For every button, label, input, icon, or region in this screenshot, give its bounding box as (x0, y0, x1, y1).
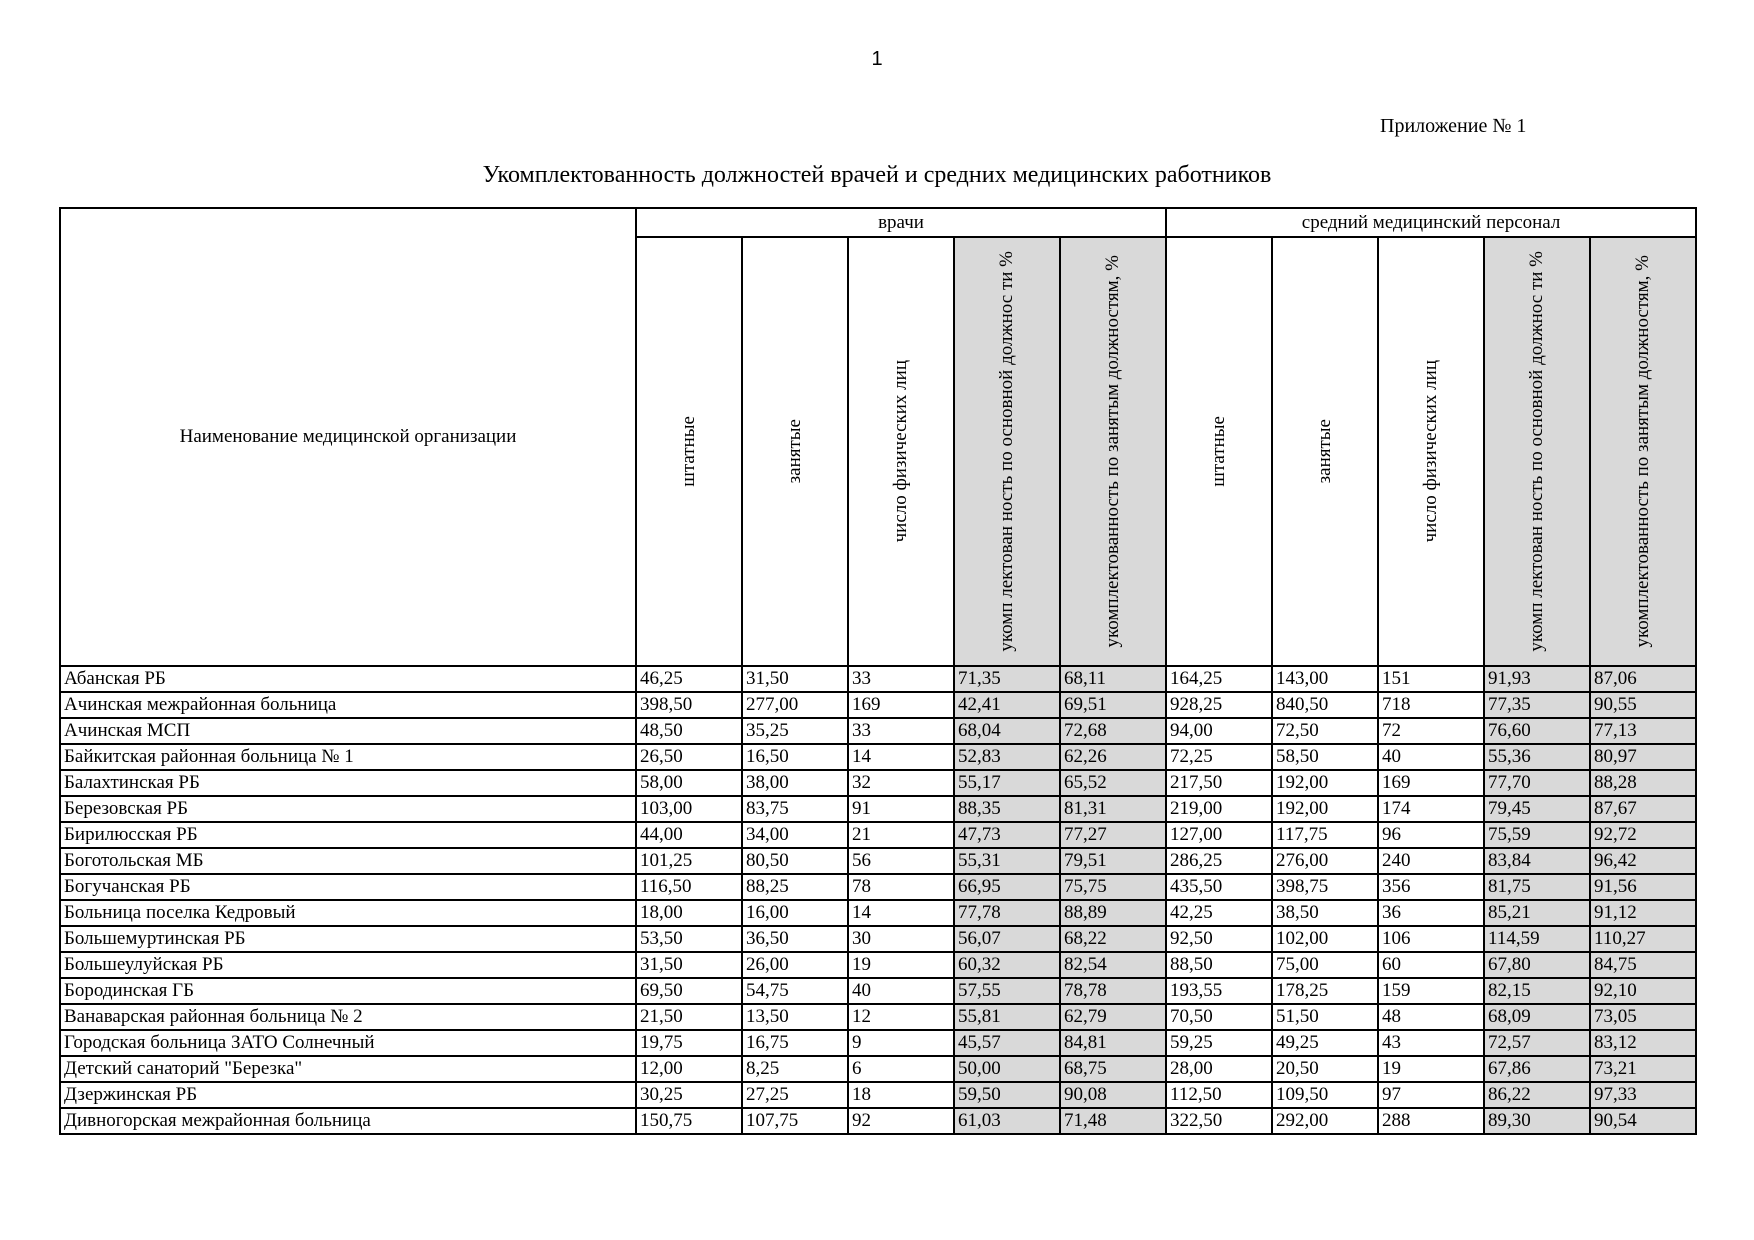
value-cell: 81,75 (1484, 874, 1590, 900)
value-cell: 109,50 (1272, 1082, 1378, 1108)
value-cell: 68,22 (1060, 926, 1166, 952)
value-cell: 52,83 (954, 744, 1060, 770)
value-cell: 73,05 (1590, 1004, 1696, 1030)
value-cell: 928,25 (1166, 692, 1272, 718)
value-cell: 178,25 (1272, 978, 1378, 1004)
value-cell: 59,25 (1166, 1030, 1272, 1056)
value-cell: 89,30 (1484, 1108, 1590, 1134)
value-cell: 88,35 (954, 796, 1060, 822)
table-row (60, 666, 1696, 692)
value-cell: 106 (1378, 926, 1484, 952)
value-cell: 82,54 (1060, 952, 1166, 978)
org-name-cell: Байкитская районная больница № 1 (60, 744, 636, 770)
value-cell: 83,12 (1590, 1030, 1696, 1056)
value-cell: 87,06 (1590, 666, 1696, 692)
column-header-doctors-staffing-main-pct (954, 237, 1060, 666)
value-cell: 33 (848, 666, 954, 692)
value-cell: 92,50 (1166, 926, 1272, 952)
value-cell: 88,28 (1590, 770, 1696, 796)
value-cell: 322,50 (1166, 1108, 1272, 1134)
value-cell: 114,59 (1484, 926, 1590, 952)
value-cell: 159 (1378, 978, 1484, 1004)
value-cell: 30,25 (636, 1082, 742, 1108)
value-cell: 47,73 (954, 822, 1060, 848)
value-cell: 77,78 (954, 900, 1060, 926)
value-cell: 57,55 (954, 978, 1060, 1004)
value-cell: 88,25 (742, 874, 848, 900)
value-cell: 192,00 (1272, 770, 1378, 796)
value-cell: 91 (848, 796, 954, 822)
column-header-label: укомплектованность по занятым должностям, % (1102, 255, 1124, 648)
value-cell: 48 (1378, 1004, 1484, 1030)
value-cell: 82,15 (1484, 978, 1590, 1004)
value-cell: 49,25 (1272, 1030, 1378, 1056)
value-cell: 288 (1378, 1108, 1484, 1134)
value-cell: 13,50 (742, 1004, 848, 1030)
column-header-label: число физических лиц (890, 360, 911, 543)
column-header-nurses-occupied-positions (1272, 237, 1378, 666)
value-cell: 96 (1378, 822, 1484, 848)
value-cell: 75,75 (1060, 874, 1166, 900)
value-cell: 87,67 (1590, 796, 1696, 822)
value-cell: 151 (1378, 666, 1484, 692)
org-name-cell: Березовская РБ (60, 796, 636, 822)
column-header-label: занятые (784, 419, 805, 484)
table-row (60, 796, 1696, 822)
value-cell: 55,36 (1484, 744, 1590, 770)
value-cell: 193,55 (1166, 978, 1272, 1004)
value-cell: 718 (1378, 692, 1484, 718)
value-cell: 143,00 (1272, 666, 1378, 692)
value-cell: 42,25 (1166, 900, 1272, 926)
table-row (60, 848, 1696, 874)
value-cell: 90,54 (1590, 1108, 1696, 1134)
appendix-label: Приложение № 1 (1380, 115, 1527, 137)
value-cell: 79,45 (1484, 796, 1590, 822)
value-cell: 88,50 (1166, 952, 1272, 978)
table-row (60, 874, 1696, 900)
value-cell: 80,50 (742, 848, 848, 874)
value-cell: 28,00 (1166, 1056, 1272, 1082)
value-cell: 54,75 (742, 978, 848, 1004)
value-cell: 18,00 (636, 900, 742, 926)
org-name-cell: Дзержинская РБ (60, 1082, 636, 1108)
value-cell: 53,50 (636, 926, 742, 952)
value-cell: 26,50 (636, 744, 742, 770)
org-name-cell: Дивногорская межрайонная больница (60, 1108, 636, 1134)
value-cell: 72,50 (1272, 718, 1378, 744)
value-cell: 60,32 (954, 952, 1060, 978)
value-cell: 80,97 (1590, 744, 1696, 770)
value-cell: 35,25 (742, 718, 848, 744)
value-cell: 68,09 (1484, 1004, 1590, 1030)
column-header-doctors-staffing-occupied-pct (1060, 237, 1166, 666)
value-cell: 97,33 (1590, 1082, 1696, 1108)
column-header-doctors-occupied-positions (742, 237, 848, 666)
value-cell: 68,04 (954, 718, 1060, 744)
value-cell: 72 (1378, 718, 1484, 744)
value-cell: 38,00 (742, 770, 848, 796)
table-row (60, 1004, 1696, 1030)
table-row (60, 952, 1696, 978)
table-row (60, 1030, 1696, 1056)
org-name-cell: Ачинская межрайонная больница (60, 692, 636, 718)
org-name-cell: Ванаварская районная больница № 2 (60, 1004, 636, 1030)
value-cell: 78,78 (1060, 978, 1166, 1004)
column-header-nurses-individuals-count (1378, 237, 1484, 666)
value-cell: 88,89 (1060, 900, 1166, 926)
value-cell: 840,50 (1272, 692, 1378, 718)
table-row (60, 822, 1696, 848)
value-cell: 71,35 (954, 666, 1060, 692)
org-name-cell: Ачинская МСП (60, 718, 636, 744)
value-cell: 92 (848, 1108, 954, 1134)
value-cell: 92,10 (1590, 978, 1696, 1004)
value-cell: 97 (1378, 1082, 1484, 1108)
table-row (60, 978, 1696, 1004)
value-cell: 78 (848, 874, 954, 900)
org-name-cell: Богучанская РБ (60, 874, 636, 900)
org-name-cell: Большеулуйская РБ (60, 952, 636, 978)
value-cell: 36,50 (742, 926, 848, 952)
table-row (60, 1082, 1696, 1108)
value-cell: 398,50 (636, 692, 742, 718)
value-cell: 56,07 (954, 926, 1060, 952)
value-cell: 56 (848, 848, 954, 874)
value-cell: 61,03 (954, 1108, 1060, 1134)
value-cell: 240 (1378, 848, 1484, 874)
value-cell: 66,95 (954, 874, 1060, 900)
org-name-cell: Городская больница ЗАТО Солнечный (60, 1030, 636, 1056)
group-header-doctors: врачи (636, 208, 1166, 237)
value-cell: 107,75 (742, 1108, 848, 1134)
column-header-doctors-individuals-count (848, 237, 954, 666)
value-cell: 30 (848, 926, 954, 952)
value-cell: 169 (1378, 770, 1484, 796)
table-row (60, 770, 1696, 796)
value-cell: 19 (848, 952, 954, 978)
value-cell: 75,59 (1484, 822, 1590, 848)
value-cell: 44,00 (636, 822, 742, 848)
value-cell: 26,00 (742, 952, 848, 978)
value-cell: 286,25 (1166, 848, 1272, 874)
column-header-label: штатные (1208, 416, 1230, 487)
value-cell: 94,00 (1166, 718, 1272, 744)
value-cell: 91,12 (1590, 900, 1696, 926)
column-header-nurses-staff-positions (1166, 237, 1272, 666)
table-row (60, 1056, 1696, 1082)
value-cell: 150,75 (636, 1108, 742, 1134)
value-cell: 398,75 (1272, 874, 1378, 900)
column-header-nurses-staffing-occupied-pct (1590, 237, 1696, 666)
value-cell: 31,50 (636, 952, 742, 978)
value-cell: 43 (1378, 1030, 1484, 1056)
value-cell: 276,00 (1272, 848, 1378, 874)
value-cell: 72,57 (1484, 1030, 1590, 1056)
value-cell: 8,25 (742, 1056, 848, 1082)
value-cell: 79,51 (1060, 848, 1166, 874)
value-cell: 21,50 (636, 1004, 742, 1030)
value-cell: 85,21 (1484, 900, 1590, 926)
value-cell: 84,75 (1590, 952, 1696, 978)
value-cell: 67,80 (1484, 952, 1590, 978)
value-cell: 92,72 (1590, 822, 1696, 848)
value-cell: 69,51 (1060, 692, 1166, 718)
value-cell: 91,56 (1590, 874, 1696, 900)
value-cell: 19,75 (636, 1030, 742, 1056)
value-cell: 19 (1378, 1056, 1484, 1082)
value-cell: 55,17 (954, 770, 1060, 796)
value-cell: 90,08 (1060, 1082, 1166, 1108)
value-cell: 20,50 (1272, 1056, 1378, 1082)
value-cell: 112,50 (1166, 1082, 1272, 1108)
value-cell: 6 (848, 1056, 954, 1082)
column-header-label: штатные (678, 416, 699, 487)
value-cell: 62,79 (1060, 1004, 1166, 1030)
value-cell: 50,00 (954, 1056, 1060, 1082)
org-name-header: Наименование медицинской организации (60, 208, 636, 666)
value-cell: 77,27 (1060, 822, 1166, 848)
value-cell: 117,75 (1272, 822, 1378, 848)
value-cell: 83,75 (742, 796, 848, 822)
value-cell: 75,00 (1272, 952, 1378, 978)
group-header-nurses: средний медицинский персонал (1166, 208, 1696, 237)
value-cell: 40 (848, 978, 954, 1004)
value-cell: 27,25 (742, 1082, 848, 1108)
value-cell: 84,81 (1060, 1030, 1166, 1056)
org-name-cell: Боготольская МБ (60, 848, 636, 874)
value-cell: 70,50 (1166, 1004, 1272, 1030)
value-cell: 86,22 (1484, 1082, 1590, 1108)
value-cell: 55,31 (954, 848, 1060, 874)
value-cell: 55,81 (954, 1004, 1060, 1030)
table-row (60, 718, 1696, 744)
document-title: Укомплектованность должностей врачей и средних медицинских работников (482, 162, 1272, 188)
value-cell: 217,50 (1166, 770, 1272, 796)
value-cell: 38,50 (1272, 900, 1378, 926)
value-cell: 16,00 (742, 900, 848, 926)
value-cell: 72,68 (1060, 718, 1166, 744)
org-name-cell: Абанская РБ (60, 666, 636, 692)
column-header-label: укомплектованность по занятым должностям, % (1632, 255, 1654, 648)
value-cell: 81,31 (1060, 796, 1166, 822)
value-cell: 110,27 (1590, 926, 1696, 952)
value-cell: 192,00 (1272, 796, 1378, 822)
value-cell: 169 (848, 692, 954, 718)
org-name-cell: Больница поселка Кедровый (60, 900, 636, 926)
value-cell: 65,52 (1060, 770, 1166, 796)
value-cell: 91,93 (1484, 666, 1590, 692)
value-cell: 435,50 (1166, 874, 1272, 900)
value-cell: 292,00 (1272, 1108, 1378, 1134)
value-cell: 90,55 (1590, 692, 1696, 718)
value-cell: 16,75 (742, 1030, 848, 1056)
value-cell: 58,50 (1272, 744, 1378, 770)
value-cell: 127,00 (1166, 822, 1272, 848)
value-cell: 174 (1378, 796, 1484, 822)
value-cell: 45,57 (954, 1030, 1060, 1056)
column-header-label: занятые (1314, 419, 1336, 484)
value-cell: 68,75 (1060, 1056, 1166, 1082)
column-header-label: укомп лектован ность по основной должнос ти % (1526, 251, 1548, 652)
table-row (60, 744, 1696, 770)
org-name-cell: Большемуртинская РБ (60, 926, 636, 952)
value-cell: 32 (848, 770, 954, 796)
value-cell: 18 (848, 1082, 954, 1108)
value-cell: 356 (1378, 874, 1484, 900)
value-cell: 46,25 (636, 666, 742, 692)
table-row (60, 900, 1696, 926)
value-cell: 164,25 (1166, 666, 1272, 692)
value-cell: 62,26 (1060, 744, 1166, 770)
table-row (60, 926, 1696, 952)
value-cell: 72,25 (1166, 744, 1272, 770)
table-row (60, 692, 1696, 718)
value-cell: 77,70 (1484, 770, 1590, 796)
value-cell: 59,50 (954, 1082, 1060, 1108)
value-cell: 68,11 (1060, 666, 1166, 692)
table-row (60, 1108, 1696, 1134)
value-cell: 36 (1378, 900, 1484, 926)
value-cell: 9 (848, 1030, 954, 1056)
org-name-cell: Бирилюсская РБ (60, 822, 636, 848)
org-name-cell: Балахтинская РБ (60, 770, 636, 796)
value-cell: 103,00 (636, 796, 742, 822)
value-cell: 77,35 (1484, 692, 1590, 718)
column-header-label: укомп лектован ность по основной должнос ти % (996, 251, 1017, 652)
org-name-cell: Бородинская ГБ (60, 978, 636, 1004)
value-cell: 42,41 (954, 692, 1060, 718)
page-number: 1 (871, 48, 883, 70)
value-cell: 16,50 (742, 744, 848, 770)
value-cell: 277,00 (742, 692, 848, 718)
value-cell: 116,50 (636, 874, 742, 900)
value-cell: 33 (848, 718, 954, 744)
value-cell: 51,50 (1272, 1004, 1378, 1030)
value-cell: 219,00 (1166, 796, 1272, 822)
value-cell: 67,86 (1484, 1056, 1590, 1082)
column-header-doctors-staff-positions (636, 237, 742, 666)
value-cell: 60 (1378, 952, 1484, 978)
value-cell: 14 (848, 744, 954, 770)
value-cell: 34,00 (742, 822, 848, 848)
value-cell: 48,50 (636, 718, 742, 744)
org-name-cell: Детский санаторий "Березка" (60, 1056, 636, 1082)
value-cell: 83,84 (1484, 848, 1590, 874)
value-cell: 58,00 (636, 770, 742, 796)
column-header-label: число физических лиц (1420, 360, 1442, 543)
value-cell: 76,60 (1484, 718, 1590, 744)
value-cell: 31,50 (742, 666, 848, 692)
value-cell: 40 (1378, 744, 1484, 770)
column-header-nurses-staffing-main-pct (1484, 237, 1590, 666)
value-cell: 96,42 (1590, 848, 1696, 874)
value-cell: 102,00 (1272, 926, 1378, 952)
value-cell: 12,00 (636, 1056, 742, 1082)
value-cell: 21 (848, 822, 954, 848)
staffing-table (59, 207, 1697, 1135)
value-cell: 71,48 (1060, 1108, 1166, 1134)
value-cell: 77,13 (1590, 718, 1696, 744)
value-cell: 73,21 (1590, 1056, 1696, 1082)
value-cell: 101,25 (636, 848, 742, 874)
value-cell: 14 (848, 900, 954, 926)
value-cell: 69,50 (636, 978, 742, 1004)
value-cell: 12 (848, 1004, 954, 1030)
